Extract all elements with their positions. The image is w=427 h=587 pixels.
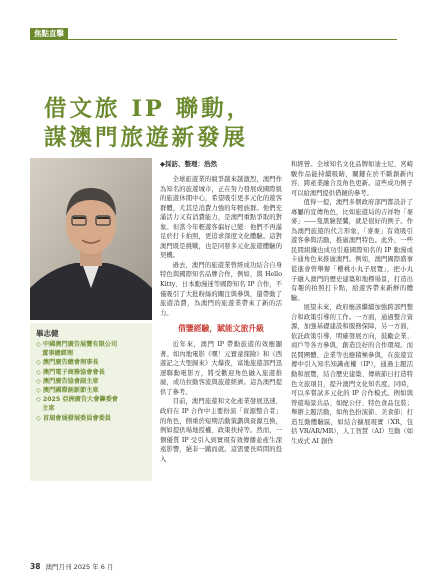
role-item: ◇ 澳門廣告協會副主席 — [36, 377, 99, 385]
portrait-photo — [30, 158, 152, 320]
profile-sidebar — [30, 323, 152, 481]
paragraph: 全球旅遊業的競爭越來越激烈，澳門作為知名的旅遊城市，正在努力發展成國際級的旅遊休閒中心，希望吸引更多元化的遊客群體，尤其是消費力強的年輕族群。他們充滿活力又有消費能力，是澳門重點爭取的對象。但當今年輕遊客偏好已變：他們不再滿足於打卡拍照，更追求深度文化體驗。這對澳門既是挑戰，也是同發多元化旅遊體驗的契機。 — [160, 176, 282, 260]
byline: ◆採訪、整理：浩然 — [160, 160, 217, 168]
paragraph: 目前，澳門旅遊和文化產業發展迅速，政府在 IP 合作中主要扮演「資源整合者」的角色，側重於短期活動策劃與資源互換，例如提供場地授權、政策扶持等。然而，一個優質 IP 受引入到實現有效傳播並產生深遠影響，絕非一蹴而就。這需要長時間的投入 — [160, 398, 282, 463]
title-line-1: 借文旅 IP 聯動， — [44, 96, 253, 122]
paragraph: 值得一提，澳門多個政府部門都設計了專屬的宣傳角色，比如旅遊局的吉祥物「麥麥」——隻黑臉琵鷺，就是很好的例子。作為澳門旅遊的代言形象，「麥麥」有效吸引遊客參與活動，推廣澳門特色。此外，一些民間組織也成功引進國際知名的 IP 動漫或卡通角色來推廣澳門。例如，澳門國際盛事從進會曾舉辦「櫻桃小丸子展覽」，把小丸子融入澳門的歷史建築和地標場景，打造出有趣的拍照打卡點，給遊客帶來新鮮的體驗。 — [291, 199, 413, 302]
article-column-2 — [160, 160, 282, 464]
person-name: 畢志健 — [36, 329, 59, 338]
role-item: 主席 — [36, 405, 55, 413]
section-tag: 焦點直擊 — [30, 28, 68, 39]
subheading: 借鑒經驗，賦能文旅升級 — [178, 324, 264, 334]
role-item: ◇ 澳門電子商務協會會長 — [36, 368, 105, 376]
article-column-3 — [291, 160, 413, 446]
portrait-image — [30, 158, 152, 320]
paragraph: 過去，澳門的旅遊業曾經成功結合自身特色與國際知名品牌合作，例如，與 Hello Kitty、日本動漫迷等國際知名 IP 合作，不僅吸引了大批粉絲的關注與參與，還帶動了旅遊消費，為澳門的旅遊業帶來了新的活力。 — [160, 261, 282, 317]
section-header — [0, 28, 427, 40]
page-footer — [30, 562, 113, 571]
role-item: 董事總經理 — [36, 350, 74, 358]
role-item: ◇ 澳門廣告總會理事長 — [36, 359, 99, 367]
title-line-2: 謀澳門旅遊新發展 — [44, 125, 249, 151]
paragraph: 近年來，澳門 IP 帶動旅遊的效應顯著。如內地電影《嘿！元寶童探險》和《西遊記之大聖歸來》大爆夜，富地旅遊部門迅速聯動電影方，將受歡迎角色融入旅遊推廣，成功拉動客流與旅遊經濟。這為澳門提供了參考。 — [160, 341, 282, 396]
paragraph: 和經營。全球知名文化品牌如迪士尼、宮崎駿作品能持續吸睛，關鍵在於不斷創新內容、跨產業融合及角色更新。這些成功例子可以給澳門提供借鏡的參考。 — [291, 161, 413, 197]
paragraph: 展望未來，政府應該繼續加強跨部門整合和政策引導的工作。一方面，通過整合資源，加強基礎建設和服務保障，另一方面，依託政策引導，明確發展方向，鼓勵企業、商戶等各方參與，創造良好的合作環境。而民間團體、企業等也應積極參與，在旅遊宣傳中引入知名知識產權（IP），通過主題活動和展覽，結合歷史建築、傳統節日打造特色文旅項目，提升澳門文化知名度。同時，可以多嘗試多元化的 IP 合作模式。例如與曾遊場景共品、如配公仔、特色食品包裝；舉辦主題活動，如角色扮演節、美食節；打造互動體驗區，如結合擴展現實（XR，包括 VR/AR/MR），人工智慧（AI）互動（如生成式 AI 創作 — [291, 304, 413, 445]
article-title — [44, 95, 404, 153]
role-item: ◇ 中國澳門廣告展覽有限公司 — [36, 341, 118, 348]
header-rule — [30, 39, 397, 40]
role-item: ◇ 首屆會展發展委員會委員 — [36, 414, 111, 422]
publication-info: 澳門月刊 2025 年 6 月 — [45, 563, 114, 571]
role-item: ◇ 2025 亞洲廣告大會籌委會 — [36, 396, 118, 404]
page-number: 38 — [30, 562, 41, 571]
role-list — [36, 340, 150, 423]
role-item: ◇ 澳門國際創新節主席 — [36, 387, 99, 395]
